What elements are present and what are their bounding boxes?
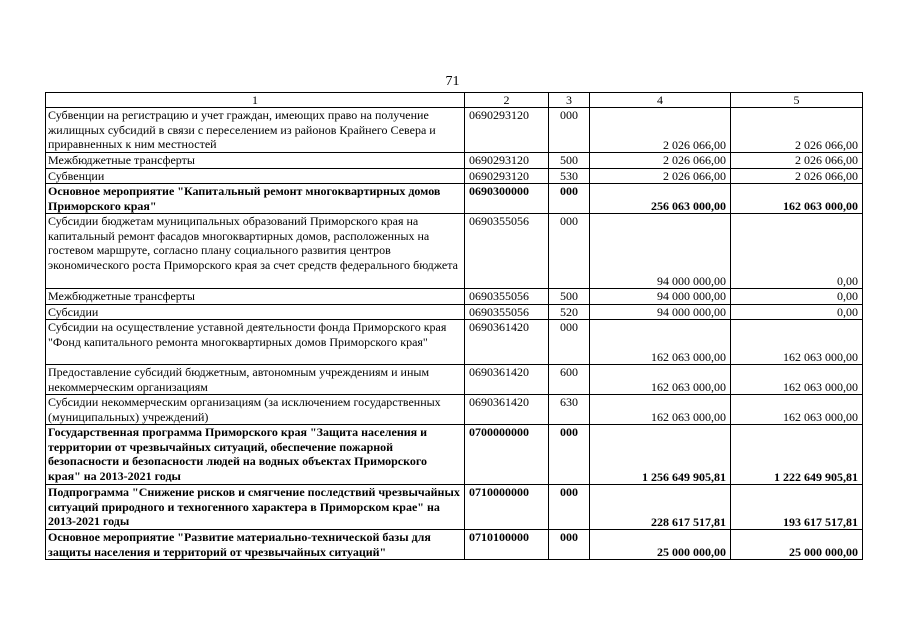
table-row: [46, 214, 863, 289]
row-name-cell: Межбюджетные трансферты: [46, 153, 465, 169]
row-name-cell: Основное мероприятие "Развитие материально-технической базы для защиты населения и территорий от чрезвычайных ситуаций": [46, 530, 465, 560]
row-code-cell: 0690355056: [465, 214, 549, 289]
row-expense-type-cell: 500: [549, 289, 590, 305]
row-code-cell: 0690293120: [465, 108, 549, 153]
row-name-cell: Предоставление субсидий бюджетным, автономным учреждениям и иным некоммерческим организациям: [46, 365, 465, 395]
row-code-cell: 0690300000: [465, 184, 549, 214]
table-row: [46, 425, 863, 485]
row-expense-type-cell: 000: [549, 530, 590, 560]
row-sum-2020-cell: 0,00: [731, 304, 863, 320]
row-name-cell: Субвенции на регистрацию и учет граждан, имеющих право на получение жилищных субсидий в связи с переселением из районов Крайнего Севера и приравненных к ним местностей: [46, 108, 465, 153]
table-row: [46, 168, 863, 184]
row-sum-2019-cell: 162 063 000,00: [590, 320, 731, 365]
column-header: 3: [549, 93, 590, 108]
row-sum-2020-cell: 162 063 000,00: [731, 395, 863, 425]
row-sum-2020-cell: 193 617 517,81: [731, 485, 863, 530]
row-expense-type-cell: 000: [549, 485, 590, 530]
row-expense-type-cell: 500: [549, 153, 590, 169]
row-code-cell: 0690361420: [465, 365, 549, 395]
column-header: 4: [590, 93, 731, 108]
table-row: [46, 365, 863, 395]
column-header: 2: [465, 93, 549, 108]
row-code-cell: 0690361420: [465, 395, 549, 425]
row-sum-2019-cell: 2 026 066,00: [590, 168, 731, 184]
row-sum-2019-cell: 2 026 066,00: [590, 108, 731, 153]
row-sum-2020-cell: 162 063 000,00: [731, 184, 863, 214]
row-sum-2019-cell: 25 000 000,00: [590, 530, 731, 560]
row-code-cell: 0690293120: [465, 153, 549, 169]
table-row: [46, 289, 863, 305]
row-sum-2020-cell: 0,00: [731, 214, 863, 289]
row-expense-type-cell: 000: [549, 214, 590, 289]
row-sum-2020-cell: 0,00: [731, 289, 863, 305]
row-name-cell: Субсидии некоммерческим организациям (за исключением государственных (муниципальных) учреждений): [46, 395, 465, 425]
row-expense-type-cell: 000: [549, 425, 590, 485]
row-sum-2020-cell: 162 063 000,00: [731, 320, 863, 365]
row-name-cell: Подпрограмма "Снижение рисков и смягчение последствий чрезвычайных ситуаций природного и техногенного характера в Приморском крае" на 2013-2021 годы: [46, 485, 465, 530]
row-sum-2020-cell: 2 026 066,00: [731, 153, 863, 169]
table-row: [46, 395, 863, 425]
column-header: 1: [46, 93, 465, 108]
table-row: [46, 485, 863, 530]
table-row: [46, 108, 863, 153]
row-sum-2019-cell: 162 063 000,00: [590, 395, 731, 425]
table-row: [46, 153, 863, 169]
row-expense-type-cell: 630: [549, 395, 590, 425]
row-sum-2020-cell: 2 026 066,00: [731, 108, 863, 153]
row-expense-type-cell: 000: [549, 108, 590, 153]
row-name-cell: Субсидии: [46, 304, 465, 320]
row-sum-2019-cell: 256 063 000,00: [590, 184, 731, 214]
table-row: [46, 304, 863, 320]
row-sum-2019-cell: 94 000 000,00: [590, 304, 731, 320]
row-sum-2019-cell: 228 617 517,81: [590, 485, 731, 530]
row-name-cell: Субвенции: [46, 168, 465, 184]
row-sum-2019-cell: 2 026 066,00: [590, 153, 731, 169]
column-header: 5: [731, 93, 863, 108]
budget-table: [45, 92, 863, 560]
row-code-cell: 0700000000: [465, 425, 549, 485]
row-code-cell: 0690355056: [465, 304, 549, 320]
row-expense-type-cell: 000: [549, 320, 590, 365]
row-name-cell: Субсидии бюджетам муниципальных образований Приморского края на капитальный ремонт фасадов многоквартирных домов, расположенных на гостевом маршруте, согласно плану социального развития центров экономического роста Приморского края за счет средств федерального бюджета: [46, 214, 465, 289]
row-sum-2020-cell: 2 026 066,00: [731, 168, 863, 184]
table-row: [46, 184, 863, 214]
row-code-cell: 0690355056: [465, 289, 549, 305]
row-expense-type-cell: 530: [549, 168, 590, 184]
row-expense-type-cell: 600: [549, 365, 590, 395]
row-name-cell: Государственная программа Приморского края "Защита населения и территории от чрезвычайных ситуаций, обеспечение пожарной безопасности и безопасности людей на водных объектах Приморского края" на 2013-2021 годы: [46, 425, 465, 485]
row-sum-2020-cell: 162 063 000,00: [731, 365, 863, 395]
row-expense-type-cell: 520: [549, 304, 590, 320]
row-code-cell: 0690361420: [465, 320, 549, 365]
row-code-cell: 0710000000: [465, 485, 549, 530]
table-row: [46, 320, 863, 365]
row-name-cell: Основное мероприятие "Капитальный ремонт многоквартирных домов Приморского края": [46, 184, 465, 214]
row-sum-2020-cell: 25 000 000,00: [731, 530, 863, 560]
page-number: 71: [445, 74, 460, 89]
row-name-cell: Субсидии на осуществление уставной деятельности фонда Приморского края "Фонд капитального ремонта многоквартирных домов Приморского края": [46, 320, 465, 365]
row-sum-2019-cell: 94 000 000,00: [590, 214, 731, 289]
header-row: [46, 93, 863, 108]
row-name-cell: Межбюджетные трансферты: [46, 289, 465, 305]
row-code-cell: 0710100000: [465, 530, 549, 560]
row-code-cell: 0690293120: [465, 168, 549, 184]
row-sum-2019-cell: 1 256 649 905,81: [590, 425, 731, 485]
row-expense-type-cell: 000: [549, 184, 590, 214]
table-row: [46, 530, 863, 560]
row-sum-2019-cell: 94 000 000,00: [590, 289, 731, 305]
row-sum-2020-cell: 1 222 649 905,81: [731, 425, 863, 485]
row-sum-2019-cell: 162 063 000,00: [590, 365, 731, 395]
